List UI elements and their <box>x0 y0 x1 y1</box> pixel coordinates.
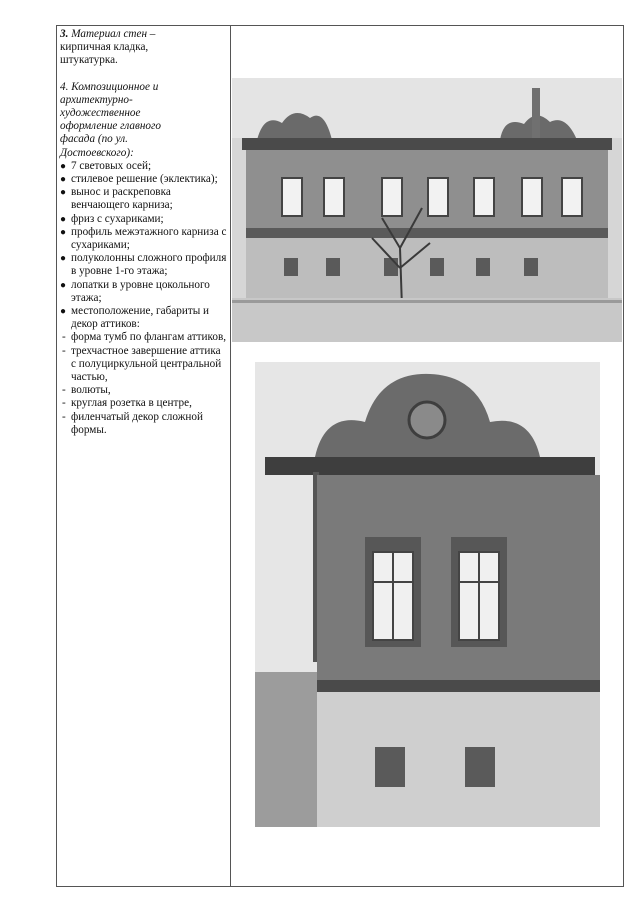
section-4-heading-4: оформление главного <box>60 120 161 133</box>
section-4-heading-2: архитектурно- <box>60 93 133 106</box>
section-4-heading-5: фасада (по ул. <box>60 133 128 146</box>
list-item: - филенчатый декор сложной формы. <box>60 411 227 437</box>
list-item: ● профиль межэтажного карниза с сухариками; <box>60 226 227 252</box>
section-3 <box>60 28 227 41</box>
section-4-heading-6: Достоевского): <box>60 146 134 159</box>
list-item: ● фриз с сухариками; <box>60 213 227 226</box>
list-item: ● вынос и раскреповка венчающего карниза; <box>60 186 227 212</box>
list-item: - круглая розетка в центре, <box>60 397 227 410</box>
section-3-text-2: штукатурка. <box>60 54 118 67</box>
list-item: ● 7 световых осей; <box>60 160 227 173</box>
feature-list <box>60 160 227 332</box>
section-3-text-1: кирпичная кладка, <box>60 41 149 54</box>
attic-detail-photo <box>255 362 600 827</box>
list-item: - трехчастное завершение аттика с полуциркульной центральной частью, <box>60 345 227 385</box>
section-4-heading-3: художественное <box>60 107 141 120</box>
list-item: ● лопатки в уровне цокольного этажа; <box>60 279 227 305</box>
column-divider <box>230 26 231 886</box>
section-3-number: 3. <box>60 28 69 40</box>
section-4-heading-1 <box>60 81 227 94</box>
list-item: ● полуколонны сложного профиля в уровне 1-го этажа; <box>60 252 227 278</box>
attic-decor-list <box>60 331 227 437</box>
facade-photo <box>232 78 622 342</box>
section-4-heading-text: Композиционное и <box>71 80 159 93</box>
list-item: - форма тумб по флангам аттиков, <box>60 331 227 344</box>
section-4-number: 4. <box>60 80 69 93</box>
list-item: ● местоположение, габариты и декор аттиков: <box>60 305 227 331</box>
list-item: ● стилевое решение (эклектика); <box>60 173 227 186</box>
description-column <box>57 26 230 439</box>
list-item: - волюты, <box>60 384 227 397</box>
section-3-heading: Материал стен – <box>71 28 156 40</box>
